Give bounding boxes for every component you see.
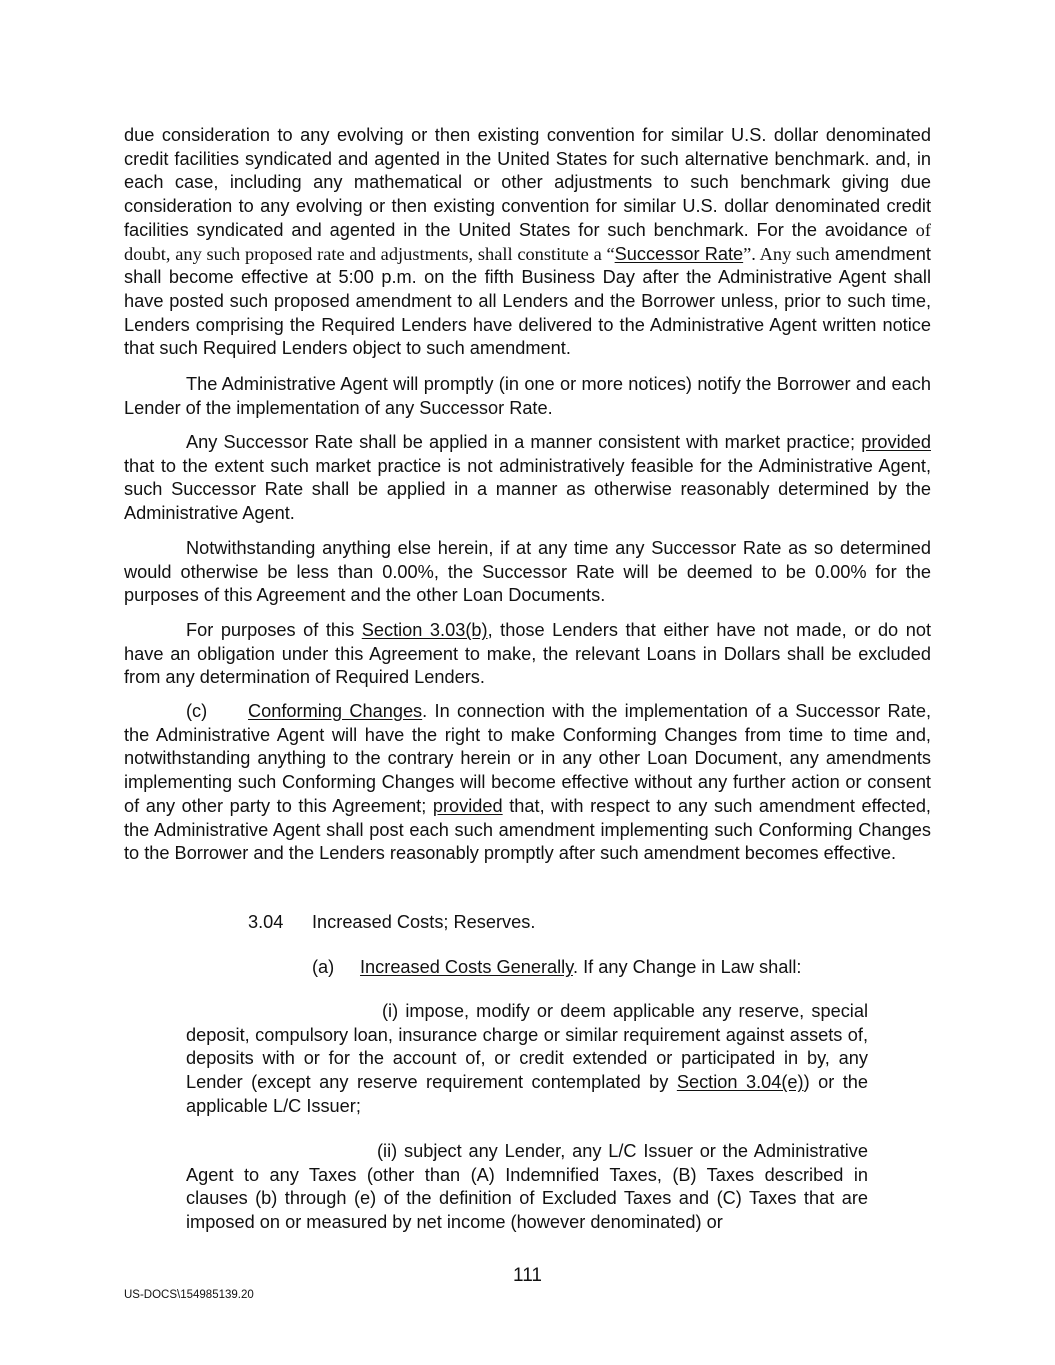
paragraph-text: of doubt, any such proposed rate and adjustments, shall constitute a “: [124, 219, 931, 264]
provided-term: provided: [432, 795, 503, 816]
paragraph-text: Any Successor Rate shall be applied in a manner consistent with market practice;: [186, 432, 862, 452]
paragraph-required-lenders: [124, 619, 931, 690]
paragraph-text: that, with respect to any such amendment effected, the Administrative Agent shall post each such amendment implementing such Conforming Changes to the Borrower and the Lenders reasonably promptly after such amendment becomes effective.: [124, 795, 931, 864]
clause-text: (ii) subject any Lender, any L/C Issuer or the Administrative Agent to any Taxes (other than (A) Indemnified Taxes, (B) Taxes described in clauses (b) through (e) of the definition of Excluded Taxes and (C) Taxes that are imposed on or measured by net income (however denominated) or: [186, 1141, 868, 1233]
paragraph-text: , those Lenders that either have not made, or do not have an obligation under this Agreement to make, the relevant Loans in Dollars shall be excluded from any determination of Required Lenders.: [124, 620, 931, 688]
subsection-title: Conforming Changes: [248, 701, 423, 721]
clause-text: (i) impose, modify or deem applicable any reserve, special deposit, compulsory loan, insurance charge or similar requirement against assets of, deposits with or for the account of, or credit extended or participated in by, any Lender (except any reserve requirement contemplated by: [186, 1001, 868, 1093]
defined-term-successor-rate: Successor Rate: [614, 243, 744, 264]
section-heading: [248, 911, 535, 935]
section-title: Increased Costs; Reserves.: [312, 912, 536, 932]
paragraph-text: that to the extent such market practice is not administratively feasible for the Administrative Agent, such Successor Rate shall be applied in a manner as otherwise reasonably determined by the Administrative Agent.: [124, 455, 931, 524]
subsection-heading: [312, 956, 801, 980]
paragraph-text: For purposes of this: [186, 620, 362, 640]
clause-i: [186, 1000, 868, 1119]
paragraph-notification: [124, 373, 931, 420]
paragraph-market-practice: [124, 431, 931, 526]
subsection-text: . If any Change in Law shall:: [572, 957, 802, 977]
paragraph-text: . In connection with the implementation of a Successor Rate, the Administrative Agent will have the right to make Conforming Changes from time to time and, notwithstanding anything to the contrary herein or in any other Loan Document, any amendments implementing such Conforming Changes will become effective without any further action or consent of any other party to this Agreement;: [124, 701, 931, 816]
section-reference-link: Section 3.04(e): [676, 1072, 804, 1093]
section-reference-link: Section 3.03(b): [361, 620, 488, 640]
document-id: US-DOCS\154985139.20: [124, 1289, 254, 1301]
paragraph-text: ”. Any such: [743, 243, 830, 264]
subsection-label: (c): [186, 701, 208, 721]
paragraph-text: due consideration to any evolving or then existing convention for similar U.S. dollar denominated credit facilities syndicated and agented in the United States for such alternative benchmark. and, in each case, including any mathematical or other adjustments to such benchmark giving due consideration to any evolving or then existing convention for similar U.S. dollar denominated credit facilities syndicated and agented in the United States for such benchmark. For the avoidance: [124, 125, 931, 240]
subsection-label: (a): [312, 957, 335, 977]
paragraph-text: amendment shall become effective at 5:00 p.m. on the fifth Business Day after the Administrative Agent shall have posted such proposed amendment to all Lenders and the Borrower unless, prior to such time, Lenders comprising the Required Lenders have delivered to the Administrative Agent written notice that such Required Lenders object to such amendment.: [124, 243, 931, 359]
section-number: 3.04: [248, 912, 284, 932]
page-number: 111: [513, 1265, 542, 1286]
paragraph-successor-rate-amendment: [124, 124, 931, 361]
paragraph-text: The Administrative Agent will promptly (in one or more notices) notify the Borrower and each Lender of the implementation of any Successor Rate.: [124, 374, 931, 418]
provided-term: provided: [861, 432, 931, 452]
paragraph-floor: [124, 537, 931, 608]
clause-text: ) or the applicable L/C Issuer;: [186, 1072, 869, 1116]
clause-ii: [186, 1140, 868, 1235]
paragraph-text: Notwithstanding anything else herein, if at any time any Successor Rate as so determined would otherwise be less than 0.00%, the Successor Rate will be deemed to be 0.00% for the purposes of this Agreement and the other Loan Documents.: [124, 538, 931, 606]
paragraph-conforming-changes: [124, 700, 931, 866]
subsection-title: Increased Costs Generally: [360, 957, 573, 977]
